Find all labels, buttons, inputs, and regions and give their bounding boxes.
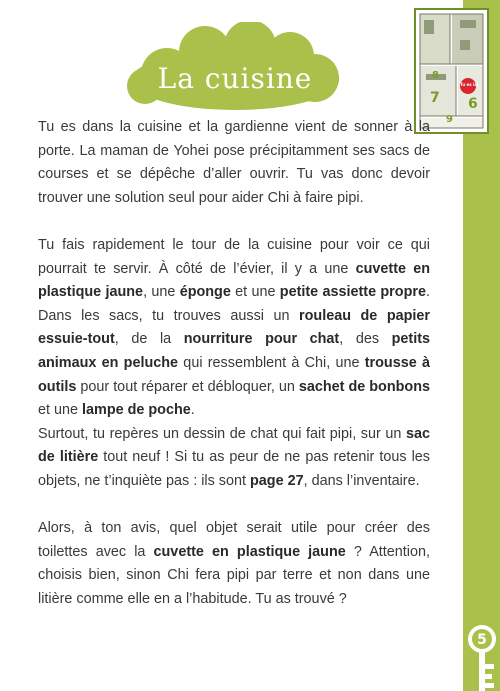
room-label-9: 9 [446,114,453,125]
paragraph [38,423,430,494]
paragraph [38,517,430,611]
story-text [38,116,430,611]
text-run: . [190,402,195,419]
text-run: et une [230,284,280,301]
you-are-here-label: Tu es ici [460,82,479,87]
highlighted-object: cuvette en plastique jaune [153,543,346,560]
paragraph [38,234,430,423]
highlighted-object: sac de litière [38,425,430,466]
page-title: La cuisine [157,62,313,95]
room-label-7: 7 [430,90,440,106]
paragraph-gap [38,210,430,234]
text-run: , dans l’inventaire. [303,472,420,489]
text-run: qui ressemblent à Chi, une [178,354,365,371]
key-icon [466,622,498,691]
highlighted-object: page 27 [250,472,304,489]
text-run: Surtout, tu repères un dessin de chat qui fait pipi, sur un [38,425,406,442]
highlighted-object: lampe de poche [82,402,191,419]
highlighted-object: éponge [179,284,231,301]
highlighted-object: nourriture pour chat [183,331,340,348]
text-run: , des [339,331,392,348]
text-run: Tu fais rapidement le tour de la cuisine pour voir ce qui pourrait te servir. À côté de l’évier, il y a une [38,236,430,277]
highlighted-object: rouleau de papier essuie-tout [38,307,431,348]
text-run: Alors, à ton avis, quel objet serait utile pour créer des toilettes avec la [38,520,430,560]
highlighted-object: petite assiette propre [279,284,426,301]
paragraph [38,116,430,210]
text-run: , de la [114,331,184,348]
highlighted-object: cuvette en plastique jaune [38,260,430,301]
text-run: . Dans les sacs, tu trouves aussi un [38,284,430,324]
room-label-6: 6 [468,96,478,112]
text-run: , une [143,284,180,301]
room-label-8: 8 [432,70,439,81]
text-run: Tu es dans la cuisine et la gardienne vient de sonner à la porte. La maman de Yohei pose précipitamment ses sacs de courses et se dépêche d’aller ouvrir. Tu vas donc devoir trouver une solution seul pour aider Chi à faire pipi. [38,119,430,206]
page-number: 5 [477,632,487,648]
text-run: ? Attention, choisis bien, sinon Chi fera pipi par terre et non dans une litière comme elle en a l’habitude. Tu as trouvé ? [38,543,431,607]
paragraph-gap [38,494,430,518]
text-run: tout neuf ! Si tu as peur de ne pas retenir tous les objets, ne t’inquiète pas : ils sont [38,449,430,489]
highlighted-object: trousse à outils [38,354,430,395]
highlighted-object: petits animaux en peluche [38,331,430,371]
text-run: pour tout réparer et débloquer, un [76,378,299,395]
title-cloud [125,22,345,114]
text-run: et une [38,402,83,419]
highlighted-object: sachet de bonbons [298,378,430,395]
